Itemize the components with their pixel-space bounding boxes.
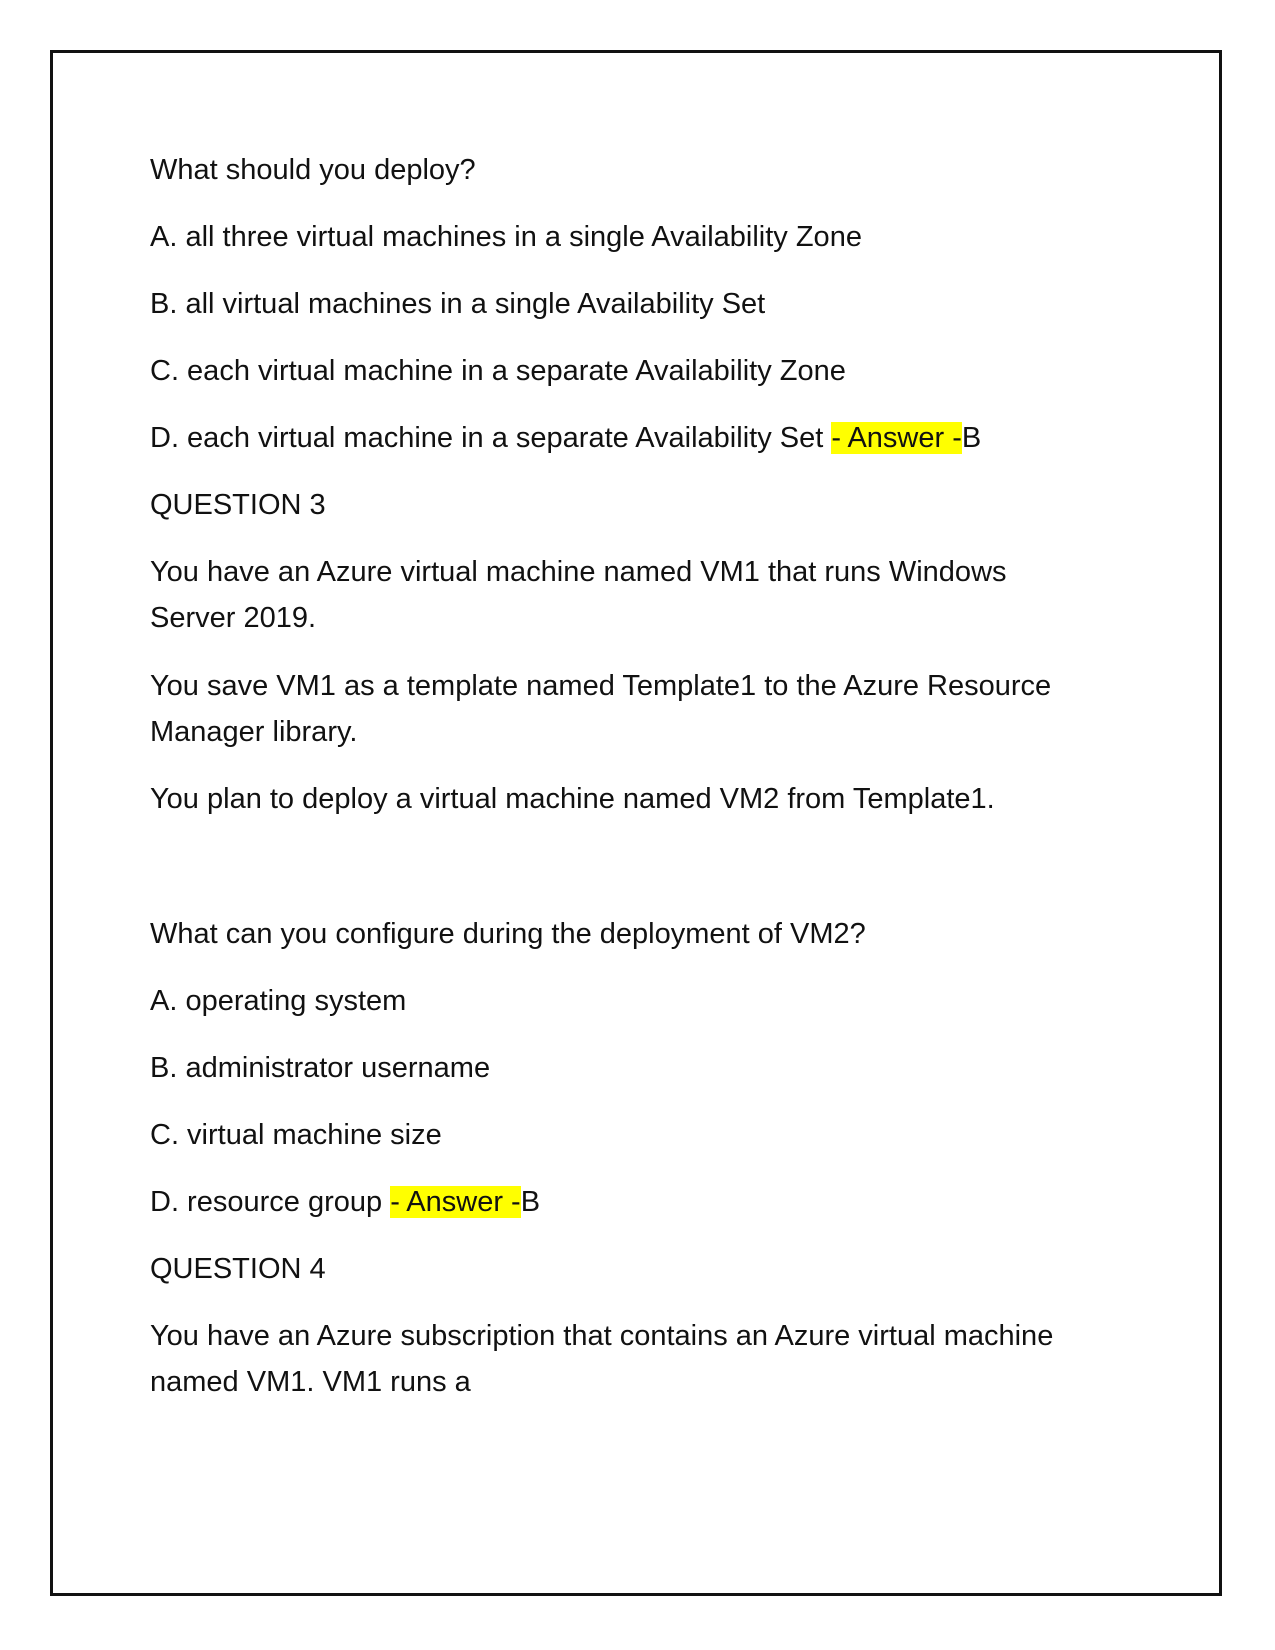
q3-paragraph-2-line-2: Manager library.: [150, 716, 358, 748]
q3-heading: QUESTION 3: [150, 489, 326, 521]
q3-option-d: D. resource group: [150, 1186, 383, 1218]
q3-answer-highlight: - Answer -: [390, 1186, 521, 1218]
q3-paragraph-2-line-1: You save VM1 as a template named Template1 to the Azure Resource: [150, 670, 1052, 702]
q3-answer-value: B: [520, 1186, 541, 1218]
q2-option-d-line: [150, 418, 981, 458]
q2-option-a: A. all three virtual machines in a single Availability Zone: [150, 221, 862, 253]
q3-option-d-line: [150, 1182, 540, 1222]
q2-option-b: B. all virtual machines in a single Availability Set: [150, 288, 766, 320]
q3-option-b: B. administrator username: [150, 1052, 491, 1084]
q4-heading: QUESTION 4: [150, 1253, 326, 1285]
q4-line-2: named VM1. VM1 runs a: [150, 1366, 471, 1398]
q2-option-c: C. each virtual machine in a separate Availability Zone: [150, 355, 846, 387]
q2-answer-highlight: - Answer -: [831, 422, 962, 454]
q3-option-a: A. operating system: [150, 985, 407, 1017]
q3-paragraph-3: You plan to deploy a virtual machine named VM2 from Template1.: [150, 783, 995, 815]
q2-option-d: D. each virtual machine in a separate Availability Set: [150, 422, 824, 454]
q4-line-1: You have an Azure subscription that contains an Azure virtual machine: [150, 1320, 1054, 1352]
q3-paragraph-1-line-1: You have an Azure virtual machine named VM1 that runs Windows: [150, 556, 1007, 588]
q3-option-c: C. virtual machine size: [150, 1119, 442, 1151]
q2-answer-value: B: [961, 422, 982, 454]
q2-prompt: What should you deploy?: [150, 154, 476, 186]
q3-prompt: What can you configure during the deployment of VM2?: [150, 918, 866, 950]
q3-paragraph-1-line-2: Server 2019.: [150, 602, 317, 634]
